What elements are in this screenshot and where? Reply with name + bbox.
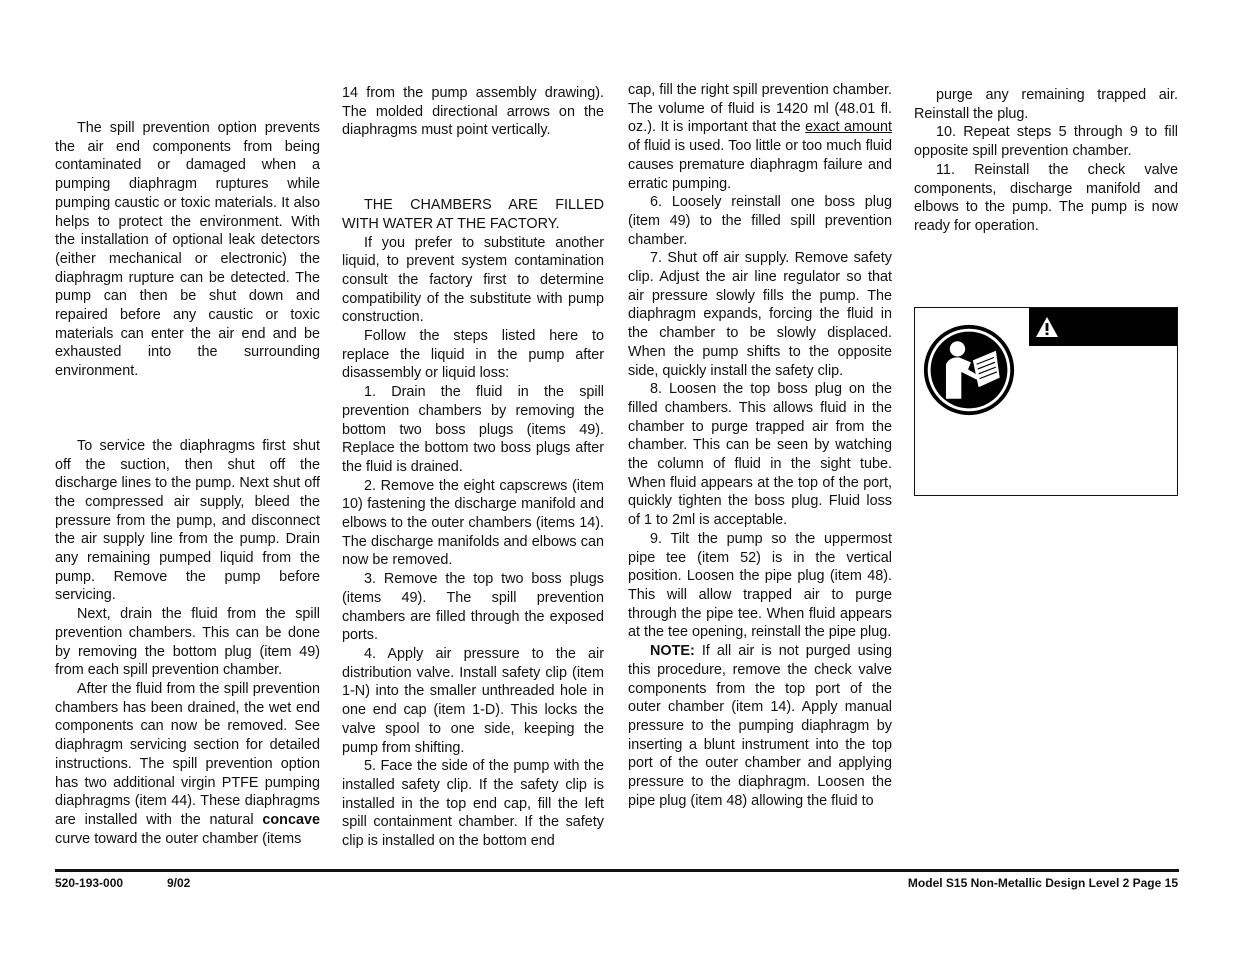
step-4: 4. Apply air pressure to the air distribution valve. Install safety clip (item 1-N) into the smaller unthreaded hole in one end cap (item 1-D). This locks the valve spool to one side, keeping the pump from shifting. bbox=[342, 645, 604, 756]
paragraph: Follow the steps listed here to replace the liquid in the pump after disassembly or liquid loss: bbox=[342, 328, 604, 382]
warning-triangle-icon bbox=[1035, 316, 1059, 338]
text-run: After the fluid from the spill prevention chambers has been drained, the wet end components can now be removed. See diaphragm servicing section for detailed instructions. The spill prevention option has two additional virgin PTFE pumping diaphragms (item 44). These diaphragms are installed with the natural bbox=[55, 680, 320, 828]
note-paragraph bbox=[628, 642, 892, 810]
text-run: curve toward the outer chamber (items bbox=[55, 830, 302, 847]
footer-doc-number: 520-193-000 bbox=[55, 876, 124, 890]
footer-date: 9/02 bbox=[167, 876, 191, 890]
bold-text: concave bbox=[262, 811, 320, 828]
warning-header bbox=[1029, 308, 1177, 346]
step-8: 8. Loosen the top boss plug on the filled chambers. This allows fluid in the chamber to purge trapped air from the chamber. This can be seen by watching the column of fluid in the sight tube. When fluid appears at the top of the port, quickly tighten the boss plug. Fluid loss of 1 to 2ml is acceptable. bbox=[628, 381, 892, 529]
paragraph: If you prefer to substitute another liquid, to prevent system contamination consult the factory first to determine compatibility of the substitute with pump construction. bbox=[342, 234, 604, 326]
step-5: 5. Face the side of the pump with the installed safety clip. If the safety clip is installed in the top end cap, fill the left spill containment chamber. If the safety clip is installed on the bottom end bbox=[342, 758, 604, 850]
footer-model-page: Model S15 Non-Metallic Design Level 2 Page 15 bbox=[907, 876, 1178, 890]
text-run: cap, fill the right spill prevention chamber. The volume of fluid is 1420 ml (48.01 fl. oz.). It is important that the bbox=[628, 82, 892, 136]
paragraph: Next, drain the fluid from the spill prevention chambers. This can be done by removing the bottom plug (item 49) from each spill prevention chamber. bbox=[55, 606, 320, 679]
text-column-3 bbox=[628, 81, 892, 810]
text-column-2 bbox=[342, 84, 604, 851]
note-label: NOTE: bbox=[650, 643, 695, 660]
paragraph: To service the diaphragms first shut off the suction, then shut off the discharge lines to the pump. Next shut off the compressed air supply, bleed the pressure from the pump, and disconnect the air supply line from the pump. Drain any remaining pumped liquid from the pump. Remove the pump before servicing. bbox=[55, 437, 320, 604]
paragraph bbox=[628, 81, 892, 193]
paragraph bbox=[55, 680, 320, 848]
text-column-1 bbox=[55, 119, 320, 848]
step-10: 10. Repeat steps 5 through 9 to fill opposite spill prevention chamber. bbox=[914, 124, 1178, 160]
step-1: 1. Drain the fluid in the spill prevention chambers by removing the bottom two boss plugs (items 49). Replace the bottom two boss plugs after the fluid is drained. bbox=[342, 384, 604, 475]
paragraph: The spill prevention option prevents the air end components from being contaminated or damaged when a pumping diaphragm ruptures while pumping caustic or toxic materials. It also helps to protect the environment. With the installation of optional leak detectors (either mechanical or electronic) the diaphragm rupture can be detected. The pump can then be shut down and repaired before any caustic or toxic materials can enter the air end and be exhausted into the surrounding environment. bbox=[55, 120, 320, 380]
step-7: 7. Shut off air supply. Remove safety clip. Adjust the air line regulator so that air pressure slowly fills the pump. The diaphragm expands, forcing the fluid in the chamber to be slowly displaced. When the pump shifts to the opposite side, quickly install the safety clip. bbox=[628, 250, 892, 379]
paragraph: THE CHAMBERS ARE FILLED WITH WATER AT THE FACTORY. bbox=[342, 197, 604, 232]
step-6: 6. Loosely reinstall one boss plug (item 49) to the filled spill prevention chamber. bbox=[628, 194, 892, 248]
text-column-4 bbox=[914, 86, 1178, 236]
step-9: 9. Tilt the pump so the uppermost pipe tee (item 52) is in the vertical position. Loosen the pipe plug (item 48). This will allow trapped air to purge through the pipe tee. When fluid appears at the tee opening, reinstall the pipe plug. bbox=[628, 530, 892, 641]
step-2: 2. Remove the eight capscrews (item 10) fastening the discharge manifold and elbows to the outer chambers (items 14). The discharge manifolds and elbows can now be removed. bbox=[342, 477, 604, 569]
note-text: If all air is not purged using this procedure, remove the check valve components from the top port of the outer chamber (item 14). Apply manual pressure to the pumping diaphragm by inserting a blunt instrument into the top port of the outer chamber and applying pressure to the diaphragm. Loosen the pipe plug (item 48) allowing the fluid to bbox=[628, 643, 892, 809]
paragraph: 14 from the pump assembly drawing). The molded directional arrows on the diaphragms must point vertically. bbox=[342, 85, 604, 139]
paragraph: purge any remaining trapped air. Reinstall the plug. bbox=[914, 87, 1178, 122]
read-manual-icon bbox=[921, 322, 1017, 418]
text-run: of fluid is used. Too little or too much fluid causes premature diaphragm failure and erratic pumping. bbox=[628, 138, 892, 192]
warning-box bbox=[914, 307, 1178, 496]
step-11: 11. Reinstall the check valve components, discharge manifold and elbows to the pump. The pump is now ready for operation. bbox=[914, 161, 1178, 234]
step-3: 3. Remove the top two boss plugs (items 49). The spill prevention chambers are filled through the exposed ports. bbox=[342, 571, 604, 644]
underlined-text: exact amount bbox=[805, 119, 892, 136]
footer-rule bbox=[55, 869, 1179, 872]
